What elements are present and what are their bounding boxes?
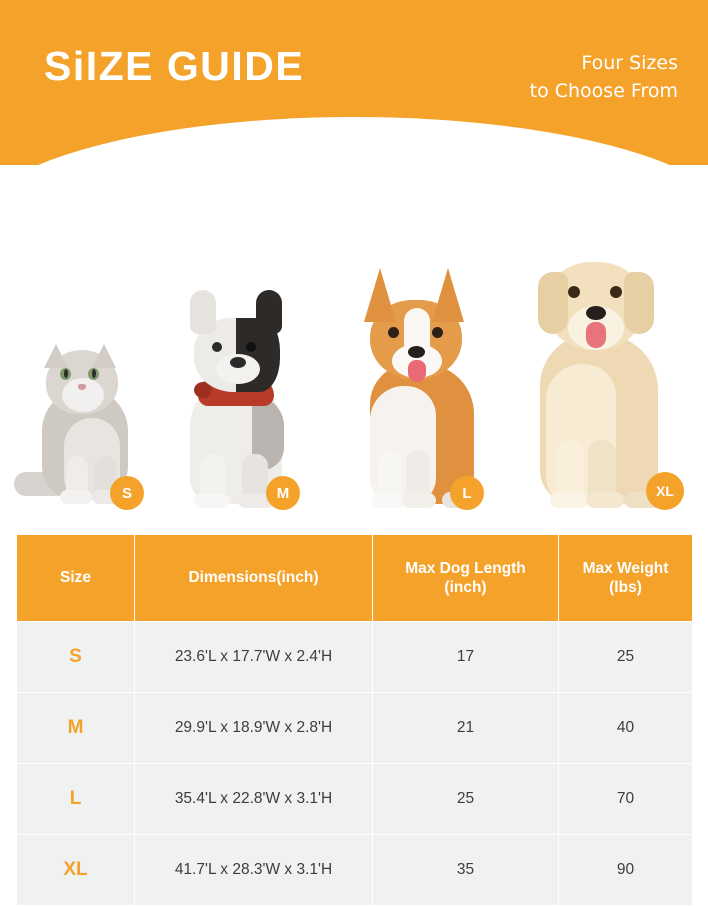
pet-size-badge-m: M	[266, 476, 300, 510]
pet-size-badge-l: L	[450, 476, 484, 510]
size-chart-body	[17, 622, 693, 906]
pet-group-s	[12, 310, 162, 510]
table-row	[17, 835, 693, 906]
corgi-eye-left	[388, 327, 399, 338]
bulldog-eye-right	[246, 342, 256, 352]
cat-ear-left	[44, 344, 68, 368]
corgi-ear-left	[364, 268, 396, 322]
cell-size: M	[17, 693, 135, 764]
cat-ear-right	[92, 344, 116, 368]
header-max-dog-length	[373, 535, 559, 622]
corgi-eye-right	[432, 327, 443, 338]
cell-max-weight: 70	[559, 764, 693, 835]
bulldog-eye-left	[212, 342, 222, 352]
corgi-illustration	[330, 230, 510, 510]
pet-illustrations-row	[0, 165, 708, 510]
corgi-paw-left	[372, 493, 406, 508]
bulldog-ear-left	[190, 290, 216, 334]
cell-dimensions: 29.9'L x 18.9'W x 2.8'H	[135, 693, 373, 764]
header-size: Size	[17, 535, 135, 622]
pet-group-m	[160, 270, 330, 510]
retriever-tongue	[586, 322, 606, 348]
header-max-dog-length-line-1: Max Dog Length	[405, 559, 526, 577]
size-chart-head	[17, 535, 693, 622]
table-row	[17, 622, 693, 693]
cell-max-weight: 90	[559, 835, 693, 906]
retriever-ear-right	[624, 272, 654, 334]
pet-size-badge-s: S	[110, 476, 144, 510]
cat-pupil-right	[92, 369, 96, 378]
header-subtitle-line-1: Four Sizes	[581, 52, 678, 74]
retriever-nose	[586, 306, 606, 320]
page-header	[0, 0, 708, 165]
retriever-paw-left	[550, 492, 588, 508]
cell-size: XL	[17, 835, 135, 906]
retriever-eye-right	[610, 286, 622, 298]
header-curve-divider	[0, 117, 708, 165]
cell-max-weight: 25	[559, 622, 693, 693]
cat-pupil-left	[64, 369, 68, 378]
cell-max-length: 17	[373, 622, 559, 693]
header-max-dog-length-line-2: (inch)	[444, 579, 487, 596]
cell-size: L	[17, 764, 135, 835]
pet-group-l	[330, 230, 510, 510]
page-title: SiIZE GUIDE	[44, 43, 305, 89]
cat-paw-left	[60, 490, 92, 504]
retriever-ear-left	[538, 272, 568, 334]
bulldog-ear-right	[256, 290, 282, 334]
french-bulldog-illustration	[160, 270, 330, 510]
corgi-paw-right	[402, 493, 436, 508]
table-row	[17, 764, 693, 835]
cell-dimensions: 35.4'L x 22.8'W x 3.1'H	[135, 764, 373, 835]
bulldog-paw-left	[194, 494, 230, 508]
header-subtitle	[448, 50, 678, 105]
table-row	[17, 693, 693, 764]
retriever-eye-left	[568, 286, 580, 298]
size-chart-table	[16, 534, 693, 906]
retriever-paw-right	[586, 492, 624, 508]
header-dimensions: Dimensions(inch)	[135, 535, 373, 622]
cat-illustration	[12, 310, 162, 510]
cat-nose	[78, 384, 86, 390]
corgi-ear-right	[432, 268, 464, 322]
corgi-nose	[408, 346, 425, 358]
golden-retriever-illustration	[512, 210, 702, 510]
header-max-weight-line-2: (lbs)	[609, 579, 642, 596]
header-max-weight	[559, 535, 693, 622]
cell-max-length: 35	[373, 835, 559, 906]
corgi-tongue	[408, 360, 426, 382]
size-chart-container	[16, 534, 692, 906]
pet-size-badge-xl: XL	[646, 472, 684, 510]
cell-dimensions: 41.7'L x 28.3'W x 3.1'H	[135, 835, 373, 906]
cell-max-weight: 40	[559, 693, 693, 764]
cell-size: S	[17, 622, 135, 693]
header-max-weight-line-1: Max Weight	[582, 559, 669, 577]
pet-group-xl	[512, 210, 702, 510]
cell-max-length: 21	[373, 693, 559, 764]
bulldog-nose	[230, 357, 246, 368]
table-header-row	[17, 535, 693, 622]
cell-max-length: 25	[373, 764, 559, 835]
header-subtitle-line-2: to Choose From	[529, 79, 678, 102]
cell-dimensions: 23.6'L x 17.7'W x 2.4'H	[135, 622, 373, 693]
